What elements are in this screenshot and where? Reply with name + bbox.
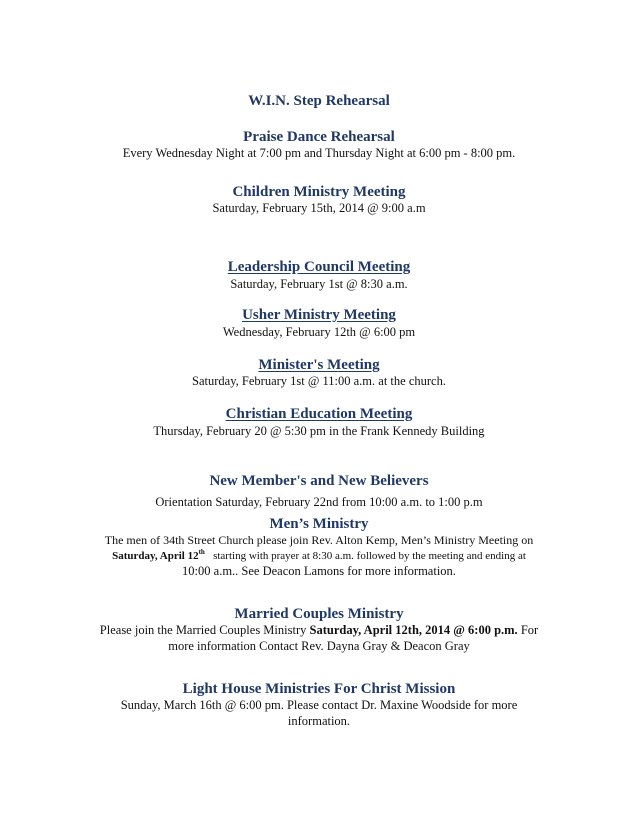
usher-ministry-title: Usher Ministry Meeting (242, 307, 396, 323)
mens-ministry-date: Saturday, April 12th (112, 548, 205, 562)
married-couples-title: Married Couples Ministry (234, 606, 404, 622)
praise-dance-title: Praise Dance Rehearsal (243, 129, 395, 145)
christian-education-detail: Thursday, February 20 @ 5:30 pm in the Frank Kennedy Building (153, 424, 485, 438)
mens-ministry-title: Men’s Ministry (269, 516, 369, 532)
married-couples-line-2: more information Contact Rev. Dayna Gray & Deacon Gray (168, 639, 470, 653)
mens-ministry-line-3: 10:00 a.m.. See Deacon Lamons for more information. (182, 564, 456, 578)
ministers-meeting-title: Minister's Meeting (258, 357, 380, 373)
ministers-meeting-detail: Saturday, February 1st @ 11:00 a.m. at the church. (192, 374, 446, 388)
usher-ministry-detail: Wednesday, February 12th @ 6:00 pm (222, 325, 416, 339)
light-house-line-2: information. (287, 714, 351, 728)
married-couples-line-1: Please join the Married Couples Ministry Saturday, April 12th, 2014 @ 6:00 p.m. For (99, 623, 539, 637)
win-step-rehearsal-title: W.I.N. Step Rehearsal (248, 93, 390, 109)
married-couples-date: Saturday, April 12th, 2014 @ 6:00 p.m. (309, 623, 518, 637)
christian-education-title: Christian Education Meeting (225, 406, 413, 422)
new-members-title: New Member's and New Believers (209, 473, 429, 489)
mens-ministry-line-2-rest: starting with prayer at 8:30 a.m. followed by the meeting and ending at (213, 550, 526, 562)
new-members-detail: Orientation Saturday, February 22nd from 10:00 a.m. to 1:00 p.m (155, 495, 483, 509)
leadership-council-title: Leadership Council Meeting (227, 259, 411, 275)
light-house-title: Light House Ministries For Christ Mission (182, 681, 456, 697)
children-ministry-title: Children Ministry Meeting (232, 184, 406, 200)
mens-ministry-line-1: The men of 34th Street Church please join Rev. Alton Kemp, Men’s Ministry Meeting on (104, 533, 534, 547)
praise-dance-detail: Every Wednesday Night at 7:00 pm and Thursday Night at 6:00 pm - 8:00 pm. (122, 146, 516, 160)
light-house-line-1: Sunday, March 16th @ 6:00 pm. Please contact Dr. Maxine Woodside for more (120, 698, 518, 712)
leadership-council-detail: Saturday, February 1st @ 8:30 a.m. (230, 277, 408, 291)
mens-ministry-line-2 (0, 548, 638, 564)
children-ministry-detail: Saturday, February 15th, 2014 @ 9:00 a.m (212, 201, 426, 215)
